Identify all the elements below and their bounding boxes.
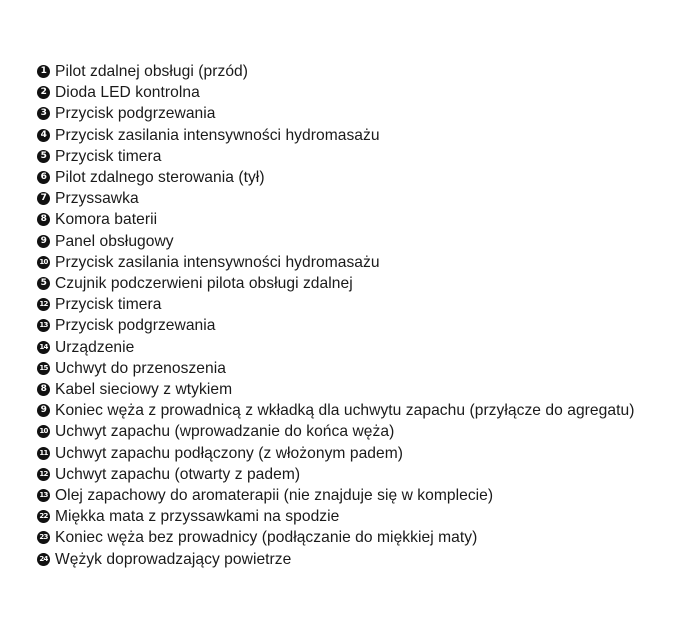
number-badge-icon: 9 bbox=[37, 404, 50, 417]
legend-item-text: Przycisk timera bbox=[55, 147, 162, 165]
legend-item-text: Uchwyt zapachu podłączony (z włożonym padem) bbox=[55, 444, 404, 462]
legend-item bbox=[37, 231, 657, 252]
legend-item-text: Miękka mata z przyssawkami na spodzie bbox=[55, 508, 340, 526]
legend-item bbox=[37, 294, 657, 315]
number-badge-icon: 8 bbox=[37, 213, 50, 226]
number-badge-icon: 12 bbox=[37, 468, 50, 481]
legend-item bbox=[37, 379, 657, 400]
legend-item-text: Olej zapachowy do aromaterapii (nie znajduje się w komplecie) bbox=[55, 487, 494, 505]
number-badge-icon: 5 bbox=[37, 150, 50, 163]
legend-item-text: Pilot zdalnego sterowania (tył) bbox=[55, 169, 265, 187]
legend-item bbox=[37, 167, 657, 188]
legend-item bbox=[37, 103, 657, 124]
legend-item bbox=[37, 61, 657, 82]
legend-item-text: Dioda LED kontrolna bbox=[55, 84, 200, 102]
number-badge-icon: 1 bbox=[37, 65, 50, 78]
legend-item-text: Przyssawka bbox=[55, 190, 139, 208]
number-badge-icon: 4 bbox=[37, 129, 50, 142]
legend-item-text: Uchwyt do przenoszenia bbox=[55, 359, 226, 377]
number-badge-icon: 10 bbox=[37, 256, 50, 269]
number-badge-icon: 10 bbox=[37, 425, 50, 438]
number-badge-icon: 3 bbox=[37, 107, 50, 120]
number-badge-icon: 5 bbox=[37, 277, 50, 290]
legend-item bbox=[37, 506, 657, 527]
number-badge-icon: 6 bbox=[37, 171, 50, 184]
legend-item bbox=[37, 443, 657, 464]
legend-item-text: Uchwyt zapachu (otwarty z padem) bbox=[55, 465, 301, 483]
legend-item bbox=[37, 527, 657, 548]
legend-item-text: Koniec węża z prowadnicą z wkładką dla uchwytu zapachu (przyłącze do agregatu) bbox=[55, 402, 635, 420]
legend-item-text: Przycisk timera bbox=[55, 296, 162, 314]
number-badge-icon: 8 bbox=[37, 383, 50, 396]
legend-item-text: Przycisk zasilania intensywności hydromasażu bbox=[55, 126, 380, 144]
legend-item bbox=[37, 315, 657, 336]
legend-item-text: Pilot zdalnej obsługi (przód) bbox=[55, 63, 249, 80]
legend-item bbox=[37, 464, 657, 485]
number-badge-icon: 7 bbox=[37, 192, 50, 205]
number-badge-icon: 15 bbox=[37, 362, 50, 375]
number-badge-icon: 14 bbox=[37, 341, 50, 354]
legend-item-text: Komora baterii bbox=[55, 211, 158, 229]
legend-item bbox=[37, 337, 657, 358]
legend-item-text: Koniec węża bez prowadnicy (podłączanie do miękkiej maty) bbox=[55, 529, 478, 547]
legend-item-text: Panel obsługowy bbox=[55, 232, 174, 250]
legend-item bbox=[37, 400, 657, 421]
number-badge-icon: 12 bbox=[37, 298, 50, 311]
number-badge-icon: 9 bbox=[37, 235, 50, 248]
legend-item-text: Urządzenie bbox=[55, 338, 135, 356]
number-badge-icon: 2 bbox=[37, 86, 50, 99]
legend-item bbox=[37, 273, 657, 294]
legend-item bbox=[37, 485, 657, 506]
number-badge-icon: 13 bbox=[37, 489, 50, 502]
legend-item bbox=[37, 252, 657, 273]
legend-item bbox=[37, 125, 657, 146]
legend-item bbox=[37, 82, 657, 103]
legend-item bbox=[37, 146, 657, 167]
parts-legend-list bbox=[37, 61, 657, 570]
legend-item bbox=[37, 209, 657, 230]
legend-item-text: Czujnik podczerwieni pilota obsługi zdalnej bbox=[55, 275, 353, 293]
number-badge-icon: 24 bbox=[37, 553, 50, 566]
legend-item bbox=[37, 188, 657, 209]
number-badge-icon: 22 bbox=[37, 510, 50, 523]
legend-item bbox=[37, 421, 657, 442]
number-badge-icon: 23 bbox=[37, 531, 50, 544]
legend-item-text: Przycisk zasilania intensywności hydromasażu bbox=[55, 253, 380, 271]
legend-item-text: Kabel sieciowy z wtykiem bbox=[55, 381, 233, 399]
legend-item-text: Wężyk doprowadzający powietrze bbox=[55, 550, 292, 568]
legend-item-text: Uchwyt zapachu (wprowadzanie do końca węża) bbox=[55, 423, 395, 441]
legend-item bbox=[37, 358, 657, 379]
legend-item-text: Przycisk podgrzewania bbox=[55, 105, 216, 123]
legend-item bbox=[37, 549, 657, 570]
number-badge-icon: 11 bbox=[37, 447, 50, 460]
number-badge-icon: 13 bbox=[37, 319, 50, 332]
legend-item-text: Przycisk podgrzewania bbox=[55, 317, 216, 335]
